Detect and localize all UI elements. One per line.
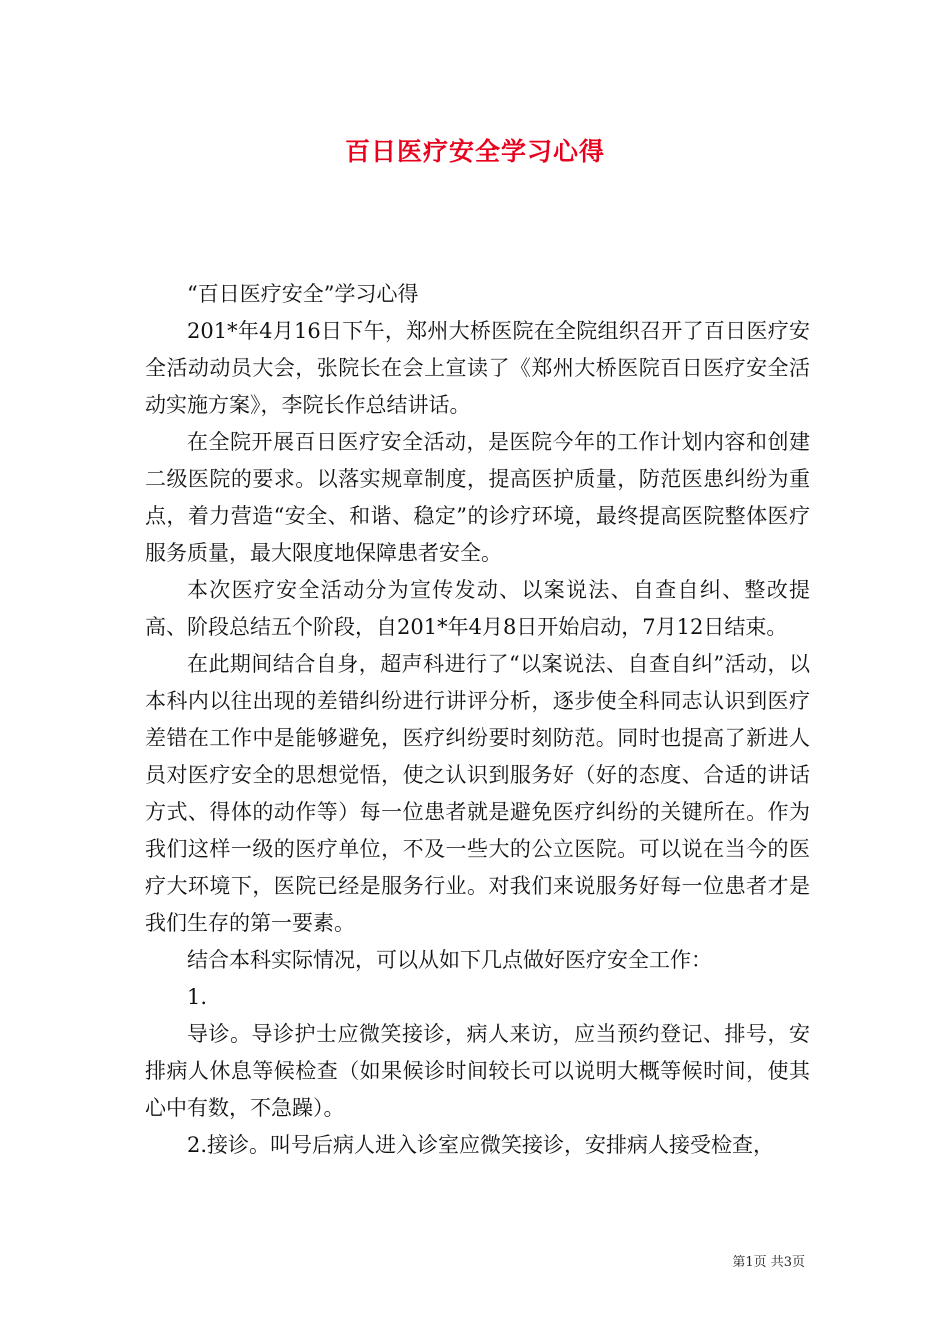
list-number: 1. <box>187 985 208 1009</box>
document-title: 百日医疗安全学习心得 <box>344 137 605 166</box>
paragraph: 在全院开展百日医疗安全活动，是医院今年的工作计划内容和创建二级医院的要求。以落实规章制度，提高医护质量，防范医患纠纷为重点，着力营造“安全、和谐、稳定”的诊疗环境，最终提高医院整体医疗服务质量，最大限度地保障患者安全。 <box>145 430 810 565</box>
page-number: 第1页 共3页 <box>732 1255 805 1270</box>
paragraph: 结合本科实际情况，可以从如下几点做好医疗安全工作： <box>187 948 712 972</box>
paragraph: “百日医疗安全”学习心得 <box>187 282 419 306</box>
document-body <box>145 276 810 1164</box>
paragraph: 201*年4月16日下午，郑州大桥医院在全院组织召开了百日医疗安全活动动员大会，张院长在会上宣读了《郑州大桥医院百日医疗安全活动实施方案》，李院长作总结讲话。 <box>145 319 810 417</box>
paragraph: 导诊。导诊护士应微笑接诊，病人来访，应当预约登记、排号，安排病人休息等候检查（如果候诊时间较长可以说明大概等候时间，使其心中有数，不急躁）。 <box>145 1022 810 1120</box>
paragraph: 2.接诊。叫号后病人进入诊室应微笑接诊，安排病人接受检查， <box>187 1133 775 1157</box>
paragraph: 在此期间结合自身，超声科进行了“以案说法、自查自纠”活动，以本科内以往出现的差错纠纷进行讲评分析，逐步使全科同志认识到医疗差错在工作中是能够避免，医疗纠纷要时刻防范。同时也提高了新进人员对医疗安全的思想觉悟，使之认识到服务好（好的态度、合适的讲话方式、得体的动作等）每一位患者就是避免医疗纠纷的关键所在。作为我们这样一级的医疗单位，不及一些大的公立医院。可以说在当今的医疗大环境下，医院已经是服务行业。对我们来说服务好每一位患者才是我们生存的第一要素。 <box>145 652 810 935</box>
paragraph: 本次医疗安全活动分为宣传发动、以案说法、自查自纠、整改提高、阶段总结五个阶段，自201*年4月8日开始启动，7月12日结束。 <box>145 578 810 639</box>
